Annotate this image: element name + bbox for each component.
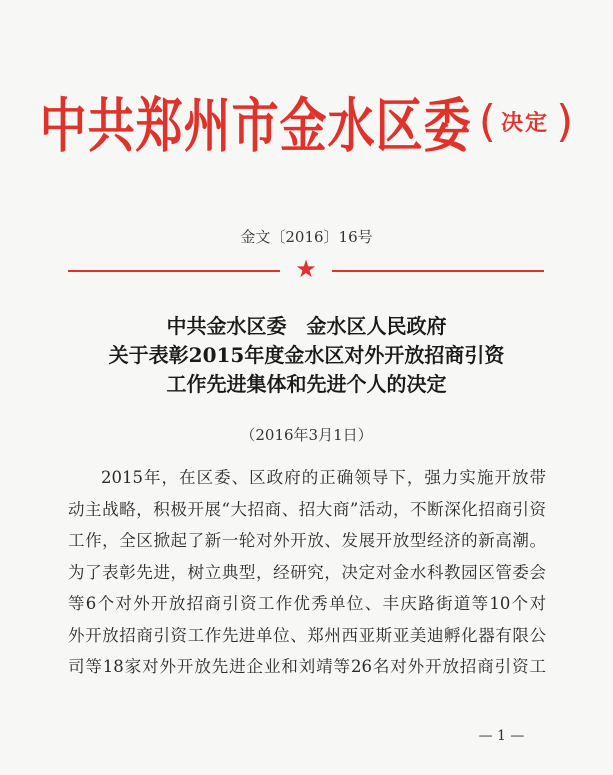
divider-line-left — [68, 270, 280, 272]
body-text — [68, 462, 546, 683]
body-line: 为了表彰先进，树立典型，经研究，决定对金水科教园区管委会 — [68, 562, 546, 582]
body-line: 外开放招商引资工作先进单位、郑州西亚斯亚美迪孵化器有限公 — [68, 625, 546, 645]
page-number: — 1 — — [478, 728, 525, 744]
title-line: 中共金水区委 金水区人民政府 — [166, 314, 447, 338]
body-line: 工作，全区掀起了新一轮对外开放、发展开放型经济的新高潮。 — [68, 531, 546, 550]
issuing-organization: 中共郑州市金水区委 — [39, 92, 472, 161]
red-header — [0, 88, 613, 168]
document-number: 金文〔2016〕16号 — [240, 228, 373, 246]
header-paren-open: ( — [478, 96, 496, 147]
divider-line-right — [332, 270, 544, 272]
document-type: 决定 — [501, 110, 550, 136]
body-line: 司等18家对外开放先进企业和刘靖等26名对外开放招商引资工 — [68, 657, 546, 676]
body-line: 动主战略，积极开展“大招商、招大商”活动，不断深化招商引资 — [68, 499, 546, 519]
document-title — [0, 312, 613, 399]
title-line: 工作先进集体和先进个人的决定 — [166, 372, 447, 396]
star-icon: ★ — [295, 255, 317, 283]
title-line: 关于表彰2015年度金水区对外开放招商引资 — [108, 343, 505, 367]
header-paren-close: ) — [556, 96, 574, 147]
issue-date: （2016年3月1日） — [240, 426, 373, 444]
body-line: 2015年，在区委、区政府的正确领导下，强力实施开放带 — [101, 468, 546, 487]
red-divider — [68, 255, 544, 283]
body-line: 等6个对外开放招商引资工作优秀单位、丰庆路街道等10个对 — [68, 594, 546, 613]
